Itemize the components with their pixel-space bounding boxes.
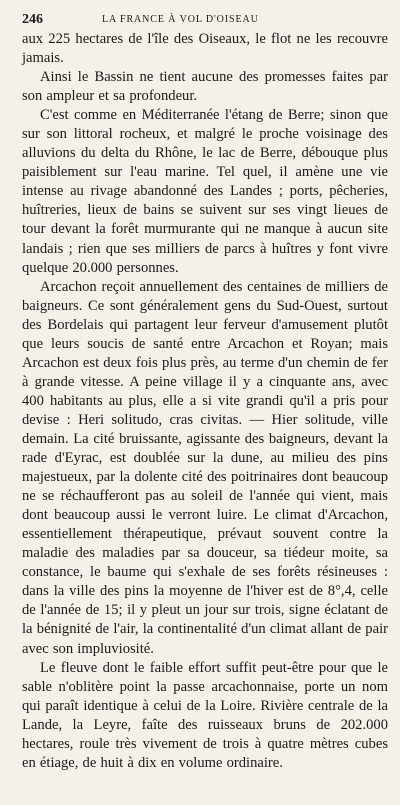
- body-text: [22, 30, 388, 773]
- paragraph-leyre: Le fleuve dont le faible effort suffit peut-être pour que le sable n'oblitère point la passe arcachonnaise, porte un nom qui paraît identique à celui de la Loire. Rivière centrale de la Lande, la Leyre, faîte des ruisseaux bruns de 202.000 hectares, roule très vivement de trois à quatre mètres cubes en étiage, de huit à dix en volume ordinaire.: [22, 659, 388, 771]
- page-header: [22, 10, 388, 30]
- paragraph-bassin: Ainsi le Bassin ne tient aucune des promesses faites par son ampleur et sa profondeur.: [22, 69, 388, 105]
- paragraph-arcachon: Arcachon reçoit annuellement des centaines de milliers de baigneurs. Ce sont généralement gens du Sud-Ouest, surtout des Bordelais qui partagent leur ferveur d'amusement plutôt que leurs soucis de santé entre Arcachon et Royan; mais Arcachon est deux fois plus près, au terme d'un chemin de fer à grande vitesse. A peine village il y a cinquante ans, avec 400 habitants au plus, elle a si vite grandi qu'il a pris pour devise : Heri solitudo, cras civitas. — Hier solitude, ville demain. La cité bruissante, agissante des baigneurs, devant la rade d'Eyrac, est doublée sur la dune, au milieu des pins majestueux, par la dolente cité des poitrinaires dont beaucoup ne se réchaufferont pas au soleil de l'année qui vient, mais dont beaucoup aussi le verront luire. Le climat d'Arcachon, essentiellement thérapeutique, prévaut souvent contre la maladie des maladies par sa douceur, sa tiédeur moite, sa constance, le baume qui s'exhale de ses forêts résineuses : dans la ville des pins la moyenne de l'hiver est de 8°,4, celle de l'année de 15; il y pleut un jour sur trois, signe éclatant de la bénignité de l'air, la continentalité d'un climat allant de pair avec son impluviosité.: [22, 278, 388, 657]
- page-number: 246: [22, 12, 43, 27]
- paragraph-continued: aux 225 hectares de l'île des Oiseaux, le flot ne les recouvre jamais.: [22, 31, 388, 67]
- running-title: LA FRANCE À VOL D'OISEAU: [102, 14, 259, 25]
- paragraph-berre: C'est comme en Méditerranée l'étang de Berre; sinon que sur son littoral rocheux, et malgré le proche voisinage des alluvions du delta du Rhône, le lac de Berre, débouque plus paisiblement sur l'eau marine. Tel quel, il amène une vie intense au rivage abandonné des Landes ; ports, pêcheries, huîtreries, lieux de bains se suivent sur ses vingt lieues de tour devant la forêt murmurante qui ne manque à aucun site landais ; rien que ses milliers de parcs à huîtres y font vivre quelque 20.000 personnes.: [22, 107, 388, 276]
